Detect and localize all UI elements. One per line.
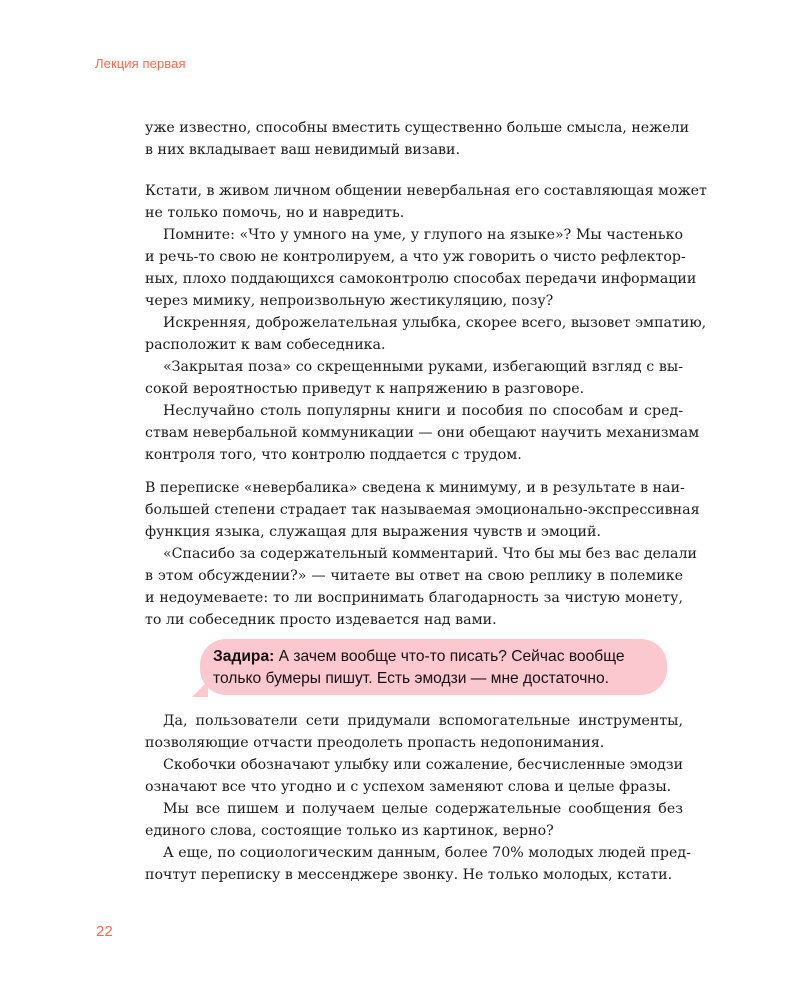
text-line: ствам невербальной коммуникации — они обещают научить механизмам: [145, 425, 700, 441]
text-line: уже известно, способны вместить существенно больше смысла, нежели: [145, 120, 690, 136]
text-line: «Закрытая поза» со скрещенными руками, избегающий взгляд с вы-: [163, 359, 683, 375]
text-line: Неслучайно столь популярны книги и пособия по способам и сред-: [163, 403, 683, 419]
text-line: В переписке «невербалика» сведена к минимуму, и в результате в наи-: [145, 480, 685, 496]
text-line: сокой вероятностью приведут к напряжению в разговоре.: [145, 381, 585, 397]
paragraph-block-4: [145, 710, 691, 886]
text-line: Скобочки обозначают улыбку или сожаление, бесчисленные эмодзи: [163, 757, 684, 773]
text-line: через мимику, непроизвольную жестикуляцию, позу?: [145, 293, 554, 309]
text-line: ных, плохо поддающихся самоконтролю способах передачи информации: [145, 271, 697, 287]
text-line: «Спасибо за содержательный комментарий. Что бы мы без вас делали: [163, 546, 697, 562]
text-line: означают все что угодно и с успехом заменяют слова и целые фразы.: [145, 779, 672, 795]
text-line: Искренняя, доброжелательная улыбка, скорее всего, вызовет эмпатию,: [163, 315, 707, 331]
page-number: 22: [96, 923, 113, 940]
text-line: то ли собеседник просто издевается над вами.: [145, 612, 497, 628]
paragraph-block-1: [145, 117, 690, 161]
text-line: единого слова, состоящие только из картинок, верно?: [145, 823, 554, 839]
text-line: Помните: «Что у умного на уме, у глупого на языке»? Мы частенько: [163, 227, 683, 243]
text-line: в них вкладывает ваш невидимый визави.: [145, 142, 460, 158]
text-line: и речь-то свою не контролируем, а что уж говорить о чисто рефлектор-: [145, 249, 686, 265]
text-line: Кстати, в живом личном общении невербальная его составляющая может: [145, 183, 707, 199]
text-line: в этом обсуждении?» — читаете вы ответ на свою реплику в полемике: [145, 568, 683, 584]
running-head: Лекция первая: [95, 56, 186, 71]
text-line: А еще, по социологическим данным, более 70% молодых людей пред-: [163, 845, 691, 861]
text-line: функция языка, служащая для выражения чувств и эмоций.: [145, 524, 601, 540]
text-line: Мы все пишем и получаем целые содержательные сообщения без: [163, 801, 683, 817]
text-line: большей степени страдает так называемая эмоционально-экспрессивная: [145, 502, 700, 518]
text-line: Да, пользователи сети придумали вспомогательные инструменты,: [163, 713, 683, 729]
text-line: расположит к вам собеседника.: [145, 337, 386, 353]
speech-text: только бумеры пишут. Есть эмодзи — мне достаточно.: [213, 670, 609, 687]
text-line: контроля того, что контролю поддается с трудом.: [145, 447, 522, 463]
speech-bubble-line-1: [213, 646, 649, 668]
paragraph-block-3: [145, 477, 700, 631]
text-line: позволяющие отчасти преодолеть пропасть недопонимания.: [145, 735, 605, 751]
speaker-name: Задира:: [213, 648, 275, 665]
text-line: и недоумеваете: то ли воспринимать благодарность за чистую монету,: [145, 590, 683, 606]
paragraph-block-2: [145, 180, 707, 466]
speech-text: А зачем вообще что-то писать? Сейчас вообще: [274, 648, 625, 665]
speech-bubble: [200, 639, 667, 695]
text-line: не только помочь, но и навредить.: [145, 205, 405, 221]
text-line: почтут переписку в мессенджере звонку. Не только молодых, кстати.: [145, 867, 673, 883]
